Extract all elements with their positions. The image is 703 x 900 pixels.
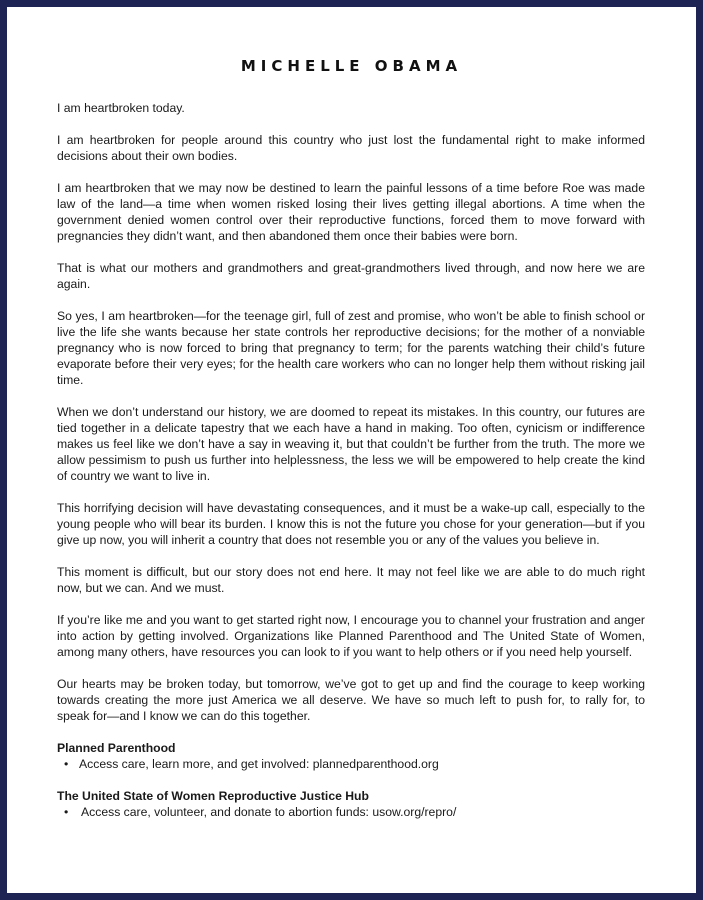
resource-item-text: Access care, learn more, and get involved: plannedparenthood.org: [79, 757, 439, 771]
list-item: [57, 804, 645, 820]
list-item: [57, 756, 645, 772]
paragraph: When we don’t understand our history, we are doomed to repeat its mistakes. In this country, our futures are tied together in a delicate tapestry that we each have a hand in making. Too often, cynicism or indifference makes us feel like we don’t have a say in weaving it, but that couldn’t be further from the truth. The more we allow pessimism to push us further into helplessness, the less we will be empowered to help create the kind of country we want to live in.: [57, 405, 645, 483]
paragraph: So yes, I am heartbroken—for the teenage girl, full of zest and promise, who won’t be able to finish school or live the life she wants because her state controls her reproductive decisions; for the mother of a nonviable pregnancy who is now forced to bring that pregnancy to term; for the parents watching their child’s future evaporate before their very eyes; for the health care workers who can no longer help them without risking jail time.: [57, 309, 645, 387]
bullet-icon: •: [64, 757, 69, 771]
paragraph: I am heartbroken today.: [57, 101, 185, 115]
paragraph: This moment is difficult, but our story does not end here. It may not feel like we are able to do much right now, but we can. And we must.: [57, 565, 645, 595]
letter-page: [7, 7, 696, 893]
letterhead-title: MICHELLE OBAMA: [240, 57, 463, 75]
resource-item-text: Access care, volunteer, and donate to abortion funds: usow.org/repro/: [81, 805, 457, 819]
paragraph: Our hearts may be broken today, but tomorrow, we’ve got to get up and find the courage to keep working towards creating the more just America we all deserve. We have so much left to push for, to rally for, to speak for—and I know we can do this together.: [57, 677, 645, 723]
resource-heading-usow: The United State of Women Reproductive Justice Hub: [57, 789, 369, 803]
paragraph: That is what our mothers and grandmothers and great-grandmothers lived through, and now here we are again.: [57, 261, 645, 291]
resource-heading-planned-parenthood: Planned Parenthood: [57, 741, 176, 755]
letter-body: [57, 100, 645, 836]
resource-list-planned-parenthood: [57, 756, 645, 772]
paragraph: I am heartbroken for people around this country who just lost the fundamental right to make informed decisions about their own bodies.: [57, 133, 645, 163]
bullet-icon: •: [64, 805, 69, 819]
paragraph: If you’re like me and you want to get started right now, I encourage you to channel your frustration and anger into action by getting involved. Organizations like Planned Parenthood and The United State of Women, among many others, have resources you can look to if you want to help others or if you need help yourself.: [57, 613, 645, 659]
paragraph: This horrifying decision will have devastating consequences, and it must be a wake-up call, especially to the young people who will bear its burden. I know this is not the future you chose for your generation—but if you give up now, you will inherit a country that does not resemble you or any of the values you believe in.: [57, 501, 645, 547]
paragraph: I am heartbroken that we may now be destined to learn the painful lessons of a time before Roe was made law of the land—a time when women risked losing their lives getting illegal abortions. A time when the government denied women control over their reproductive functions, forced them to move forward with pregnancies they didn’t want, and then abandoned them once their babies were born.: [57, 181, 645, 243]
resource-list-usow: [57, 804, 645, 820]
